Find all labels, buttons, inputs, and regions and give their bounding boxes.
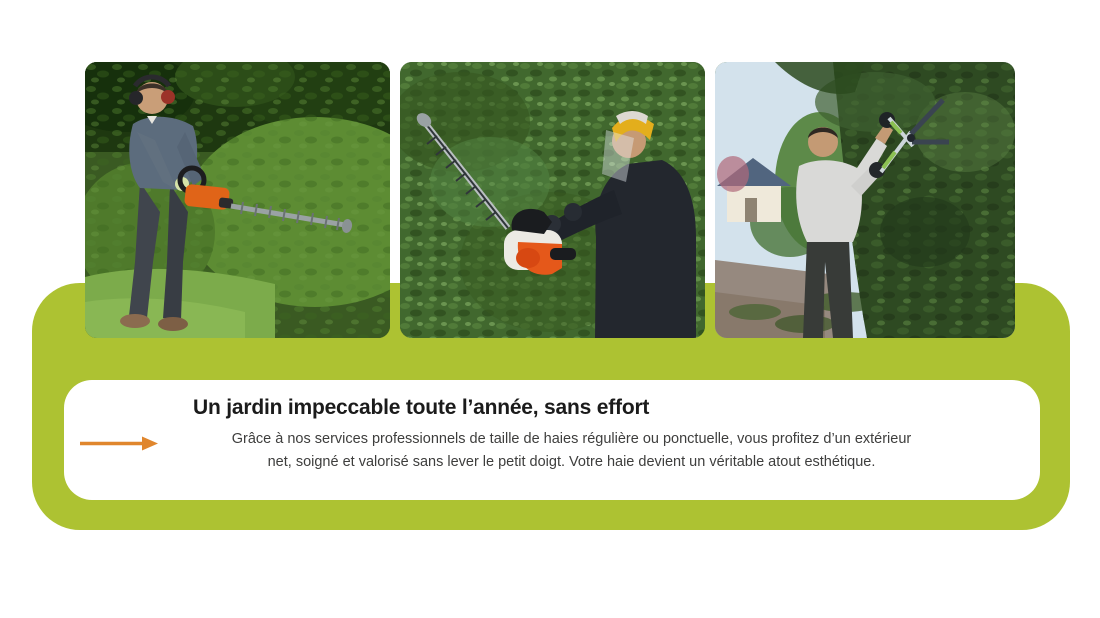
photo-1-illustration [85, 62, 390, 338]
feature-title: Un jardin impeccable toute l’année, sans effort [193, 396, 650, 419]
photo-2-illustration [400, 62, 705, 338]
feature-card [64, 380, 1040, 500]
feature-description-line-2: net, soigné et valorisé sans lever le petit doigt. Votre haie devient un véritable atout esthétique. [267, 454, 876, 470]
arrow-right-icon [78, 435, 160, 452]
photo-gallery [85, 62, 1015, 338]
photo-hedge-trimmer-2 [400, 62, 705, 338]
photo-hedge-trimmer-1 [85, 62, 390, 338]
feature-description-line-1: Grâce à nos services professionnels de taille de haies régulière ou ponctuelle, vous profitez d’un extérieur [231, 431, 912, 447]
photo-3-illustration [715, 62, 1015, 338]
feature-description [193, 428, 950, 474]
feature-content [193, 380, 950, 500]
photo-hedge-shears-3 [715, 62, 1015, 338]
